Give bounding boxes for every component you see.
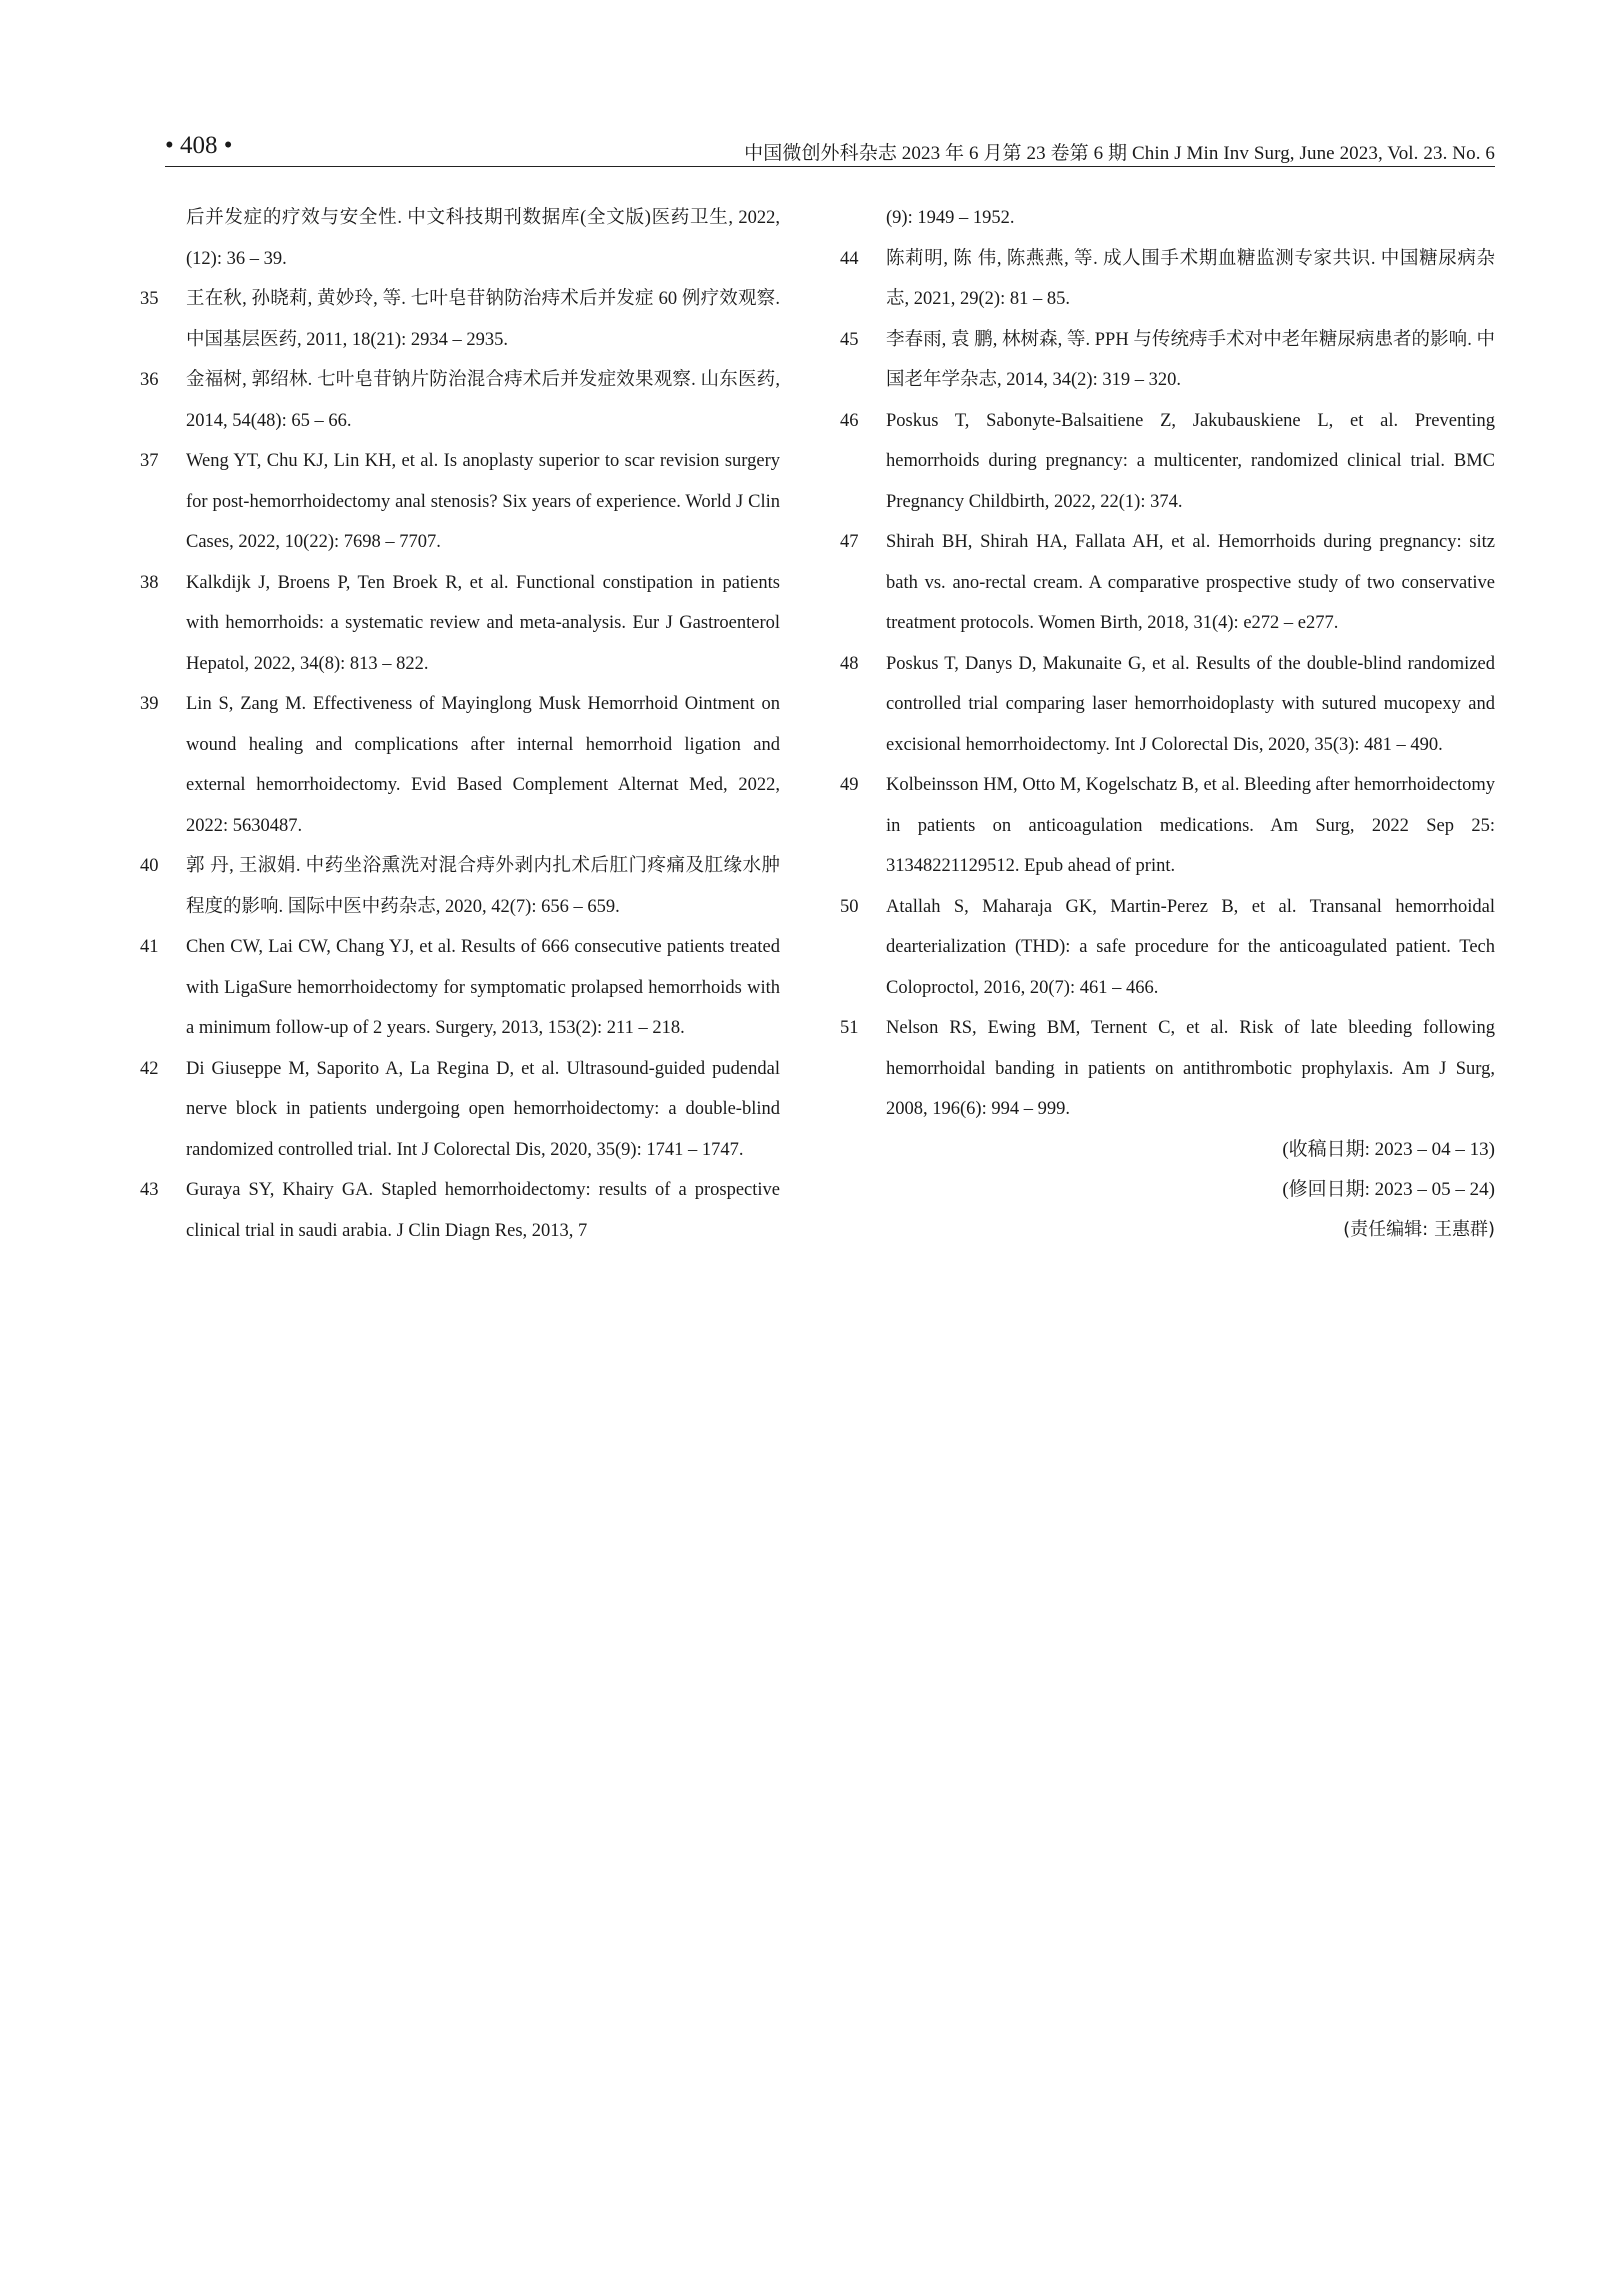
- reference-item: [840, 1008, 1495, 1130]
- reference-item: [840, 239, 1495, 320]
- reference-text: 李春雨, 袁 鹏, 林树森, 等. PPH 与传统痔手术对中老年糖尿病患者的影响. 中国老年学杂志, 2014, 34(2): 319 – 320.: [886, 329, 1495, 390]
- received-date: (收稿日期: 2023 – 04 – 13): [1282, 1138, 1495, 1160]
- reference-item: [840, 644, 1495, 766]
- reference-text: Weng YT, Chu KJ, Lin KH, et al. Is anoplasty superior to scar revision surgery for post-hemorrhoidectomy anal stenosis? Six years of experience. World J Clin Cases, 2022, 10(22): 7698 – 7707.: [186, 451, 780, 552]
- reference-number: 39: [140, 694, 159, 714]
- reference-text: (9): 1949 – 1952.: [886, 208, 1015, 228]
- reference-text: 金福树, 郭绍林. 七叶皂苷钠片防治混合痔术后并发症效果观察. 山东医药, 2014, 54(48): 65 – 66.: [186, 370, 780, 431]
- reference-number: 50: [840, 896, 859, 917]
- reference-number: 46: [840, 410, 859, 431]
- reference-text: Chen CW, Lai CW, Chang YJ, et al. Results of 666 consecutive patients treated with LigaSure hemorrhoidectomy for symptomatic prolapsed hemorrhoids with a minimum follow-up of 2 years. Surgery, 2013, 153(2): 211 – 218.: [186, 937, 780, 1038]
- journal-citation-header: 中国微创外科杂志 2023 年 6 月第 23 卷第 6 期 Chin J Min Inv Surg, June 2023, Vol. 23. No. 6: [744, 143, 1495, 164]
- reference-item: [140, 846, 780, 927]
- reference-text: Lin S, Zang M. Effectiveness of Mayinglong Musk Hemorrhoid Ointment on wound healing and complications after internal hemorrhoid ligation and external hemorrhoidectomy. Evid Based Complement Alternat Med, 2022, 2022: 5630487.: [186, 694, 780, 836]
- reference-number: 51: [840, 1018, 859, 1038]
- reference-text: Poskus T, Danys D, Makunaite G, et al. Results of the double-blind randomized controlled trial comparing laser hemorrhoidoplasty with sutured mucopexy and excisional hemorrhoidectomy. Int J Colorectal Dis, 2020, 35(3): 481 – 490.: [886, 653, 1495, 755]
- reference-text: Poskus T, Sabonyte-Balsaitiene Z, Jakubauskiene L, et al. Preventing hemorrhoids during pregnancy: a multicenter, randomized clinical trial. BMC Pregnancy Childbirth, 2022, 22(1): 374.: [886, 410, 1495, 512]
- reference-text: Guraya SY, Khairy GA. Stapled hemorrhoidectomy: results of a prospective clinical trial in saudi arabia. J Clin Diagn Res, 2013, 7: [186, 1180, 780, 1241]
- reference-item: [840, 887, 1495, 1009]
- reference-text: Shirah BH, Shirah HA, Fallata AH, et al. Hemorrhoids during pregnancy: sitz bath vs. ano-rectal cream. A comparative prospective study of two conservative treatment protocols. Women Birth, 2018, 31(4): e272 – e277.: [886, 532, 1495, 633]
- reference-number: 42: [140, 1058, 159, 1079]
- reference-item: [840, 765, 1495, 887]
- reference-number: 45: [840, 329, 859, 350]
- references-right-column: [840, 198, 1495, 1250]
- reference-text: Di Giuseppe M, Saporito A, La Regina D, et al. Ultrasound-guided pudendal nerve block in patients undergoing open hemorrhoidectomy: a double-blind randomized controlled trial. Int J Colorectal Dis, 2020, 35(9): 1741 – 1747.: [186, 1058, 780, 1160]
- reference-item: [140, 563, 780, 685]
- reference-number: 40: [140, 856, 159, 876]
- reference-number: 41: [140, 937, 159, 957]
- reference-item: [140, 360, 780, 441]
- responsible-editor: (责任编辑: 王惠群): [1343, 1218, 1495, 1240]
- revised-date: (修回日期: 2023 – 05 – 24): [1282, 1178, 1495, 1200]
- reference-text: 郭 丹, 王淑娟. 中药坐浴熏洗对混合痔外剥内扎术后肛门疼痛及肛缘水肿程度的影响. 国际中医中药杂志, 2020, 42(7): 656 – 659.: [186, 856, 780, 917]
- reference-number: 37: [140, 451, 159, 471]
- page-number: • 408 •: [165, 132, 233, 159]
- reference-number: 43: [140, 1180, 159, 1200]
- reference-text: 后并发症的疗效与安全性. 中文科技期刊数据库(全文版)医药卫生, 2022, (12): 36 – 39.: [186, 208, 780, 269]
- reference-number: 47: [840, 532, 859, 552]
- reference-text: Kalkdijk J, Broens P, Ten Broek R, et al. Functional constipation in patients with hemorrhoids: a systematic review and meta-analysis. Eur J Gastroenterol Hepatol, 2022, 34(8): 813 – 822.: [186, 572, 780, 674]
- reference-item: [140, 1170, 780, 1251]
- reference-item: [140, 279, 780, 360]
- reference-text: Kolbeinsson HM, Otto M, Kogelschatz B, et al. Bleeding after hemorrhoidectomy in patients on anticoagulation medications. Am Surg, 2022 Sep 25: 31348221129512. Epub ahead of print.: [886, 775, 1495, 876]
- reference-number: 36: [140, 370, 159, 390]
- reference-number: 44: [840, 248, 859, 269]
- reference-text: 王在秋, 孙晓莉, 黄妙玲, 等. 七叶皂苷钠防治痔术后并发症 60 例疗效观察. 中国基层医药, 2011, 18(21): 2934 – 2935.: [186, 289, 780, 350]
- reference-item: [140, 198, 780, 279]
- running-header: [165, 128, 1495, 167]
- reference-item: [840, 401, 1495, 523]
- reference-item: [140, 927, 780, 1049]
- reference-text: 陈莉明, 陈 伟, 陈燕燕, 等. 成人围手术期血糖监测专家共识. 中国糖尿病杂志, 2021, 29(2): 81 – 85.: [886, 248, 1495, 309]
- reference-number: 35: [140, 289, 159, 309]
- references-left-column: [140, 198, 780, 1251]
- reference-item: [140, 684, 780, 846]
- reference-number: 48: [840, 653, 859, 674]
- reference-number: 38: [140, 572, 159, 593]
- reference-text: Nelson RS, Ewing BM, Ternent C, et al. Risk of late bleeding following hemorrhoidal banding in patients on antithrombotic prophylaxis. Am J Surg, 2008, 196(6): 994 – 999.: [886, 1018, 1495, 1119]
- reference-item: [840, 320, 1495, 401]
- reference-text: Atallah S, Maharaja GK, Martin-Perez B, et al. Transanal hemorrhoidal dearterialization (THD): a safe procedure for the anticoagulated patient. Tech Coloproctol, 2016, 20(7): 461 – 466.: [886, 896, 1495, 998]
- reference-item: [840, 198, 1495, 239]
- reference-item: [840, 522, 1495, 644]
- reference-item: [140, 441, 780, 563]
- reference-number: 49: [840, 775, 859, 795]
- reference-item: [140, 1049, 780, 1171]
